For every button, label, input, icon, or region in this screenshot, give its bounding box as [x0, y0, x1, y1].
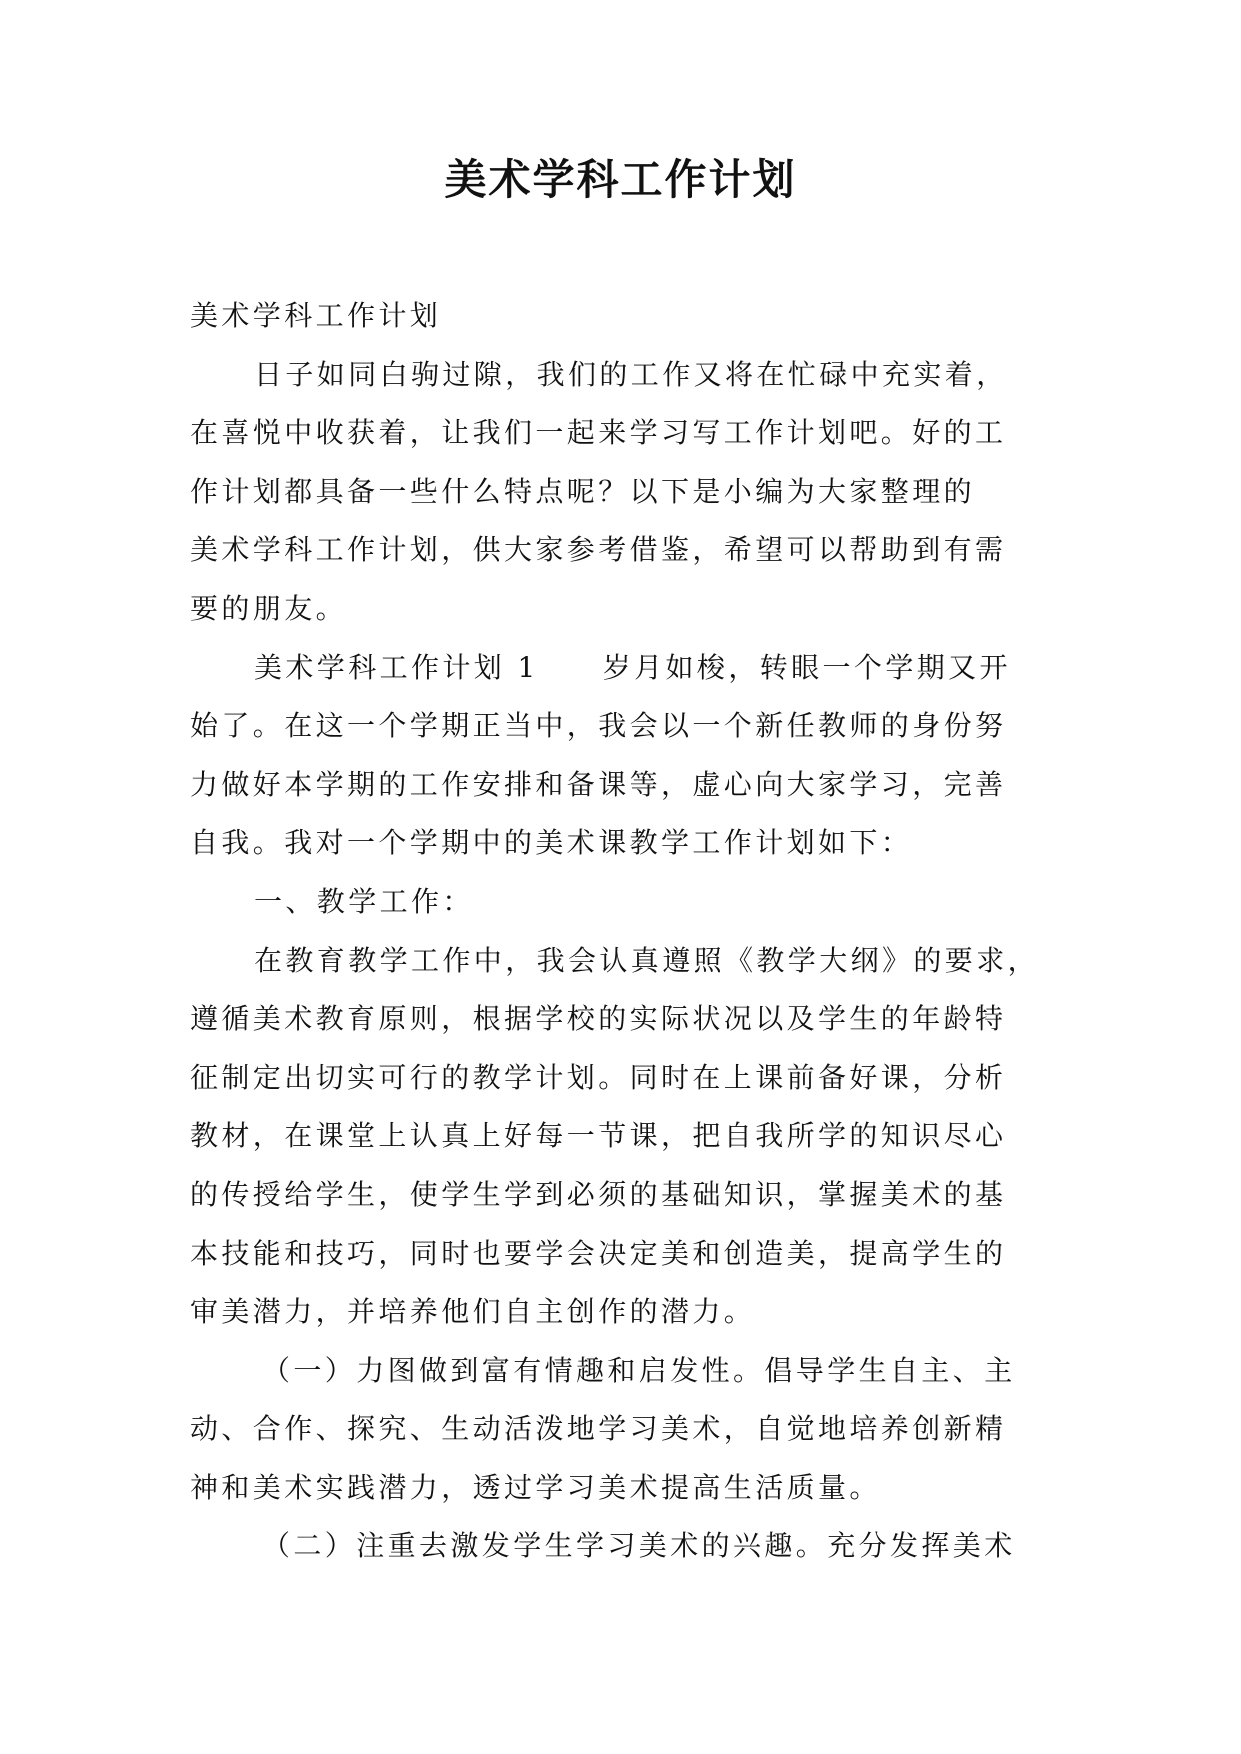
text-line: 美术学科工作计划: [190, 299, 442, 332]
text-line: 神和美术实践潜力，透过学习美术提高生活质量。: [190, 1470, 881, 1504]
text-line: 征制定出切实可行的教学计划。同时在上课前备好课，分析: [190, 1060, 1007, 1094]
document-body: [190, 287, 1052, 1576]
text-line: 动、合作、探究、生动活泼地学习美术，自觉地培养创新精: [190, 1412, 1007, 1446]
text-line: 遵循美术教育原则，根据学校的实际状况以及学生的年龄特: [190, 1002, 1007, 1036]
text-line: 始了。在这一个学期正当中，我会以一个新任教师的身份努: [190, 709, 1007, 743]
text-line: 在教育教学工作中，我会认真遵照《教学大纲》的要求，: [254, 943, 1040, 977]
text-line: 审美潜力，并培养他们自主创作的潜力。: [190, 1295, 756, 1329]
text-line: 教材，在课堂上认真上好每一节课，把自我所学的知识尽心: [190, 1119, 1007, 1153]
text-line: 在喜悦中收获着，让我们一起来学习写工作计划吧。好的工: [190, 416, 1007, 450]
text-line: 力做好本学期的工作安排和备课等，虚心向大家学习，完善: [190, 767, 1007, 801]
section-text: 岁月如梭，转眼一个学期又开: [602, 650, 1011, 684]
text-line: 日子如同白驹过隙，我们的工作又将在忙碌中充实着，: [254, 357, 1008, 391]
text-line: （二）注重去激发学生学习美术的兴趣。充分发挥美术: [262, 1529, 1016, 1563]
text-line: （一）力图做到富有情趣和启发性。倡导学生自主、主: [262, 1353, 1016, 1387]
text-line: 要的朋友。: [190, 591, 348, 625]
text-line: 一、教学工作：: [254, 884, 474, 918]
text-line: 作计划都具备一些什么特点呢？以下是小编为大家整理的: [190, 474, 976, 508]
text-line: 的传授给学生，使学生学到必须的基础知识，掌握美术的基: [190, 1177, 1007, 1211]
text-line: 本技能和技巧，同时也要学会决定美和创造美，提高学生的: [190, 1236, 1007, 1270]
section-heading: 美术学科工作计划 1: [254, 650, 539, 684]
text-line: 美术学科工作计划，供大家参考借鉴，希望可以帮助到有需: [190, 533, 1007, 567]
document-title: 美术学科工作计划: [444, 155, 797, 204]
text-line: 自我。我对一个学期中的美术课教学工作计划如下：: [190, 826, 913, 860]
text-line-section-heading: [190, 639, 1052, 698]
